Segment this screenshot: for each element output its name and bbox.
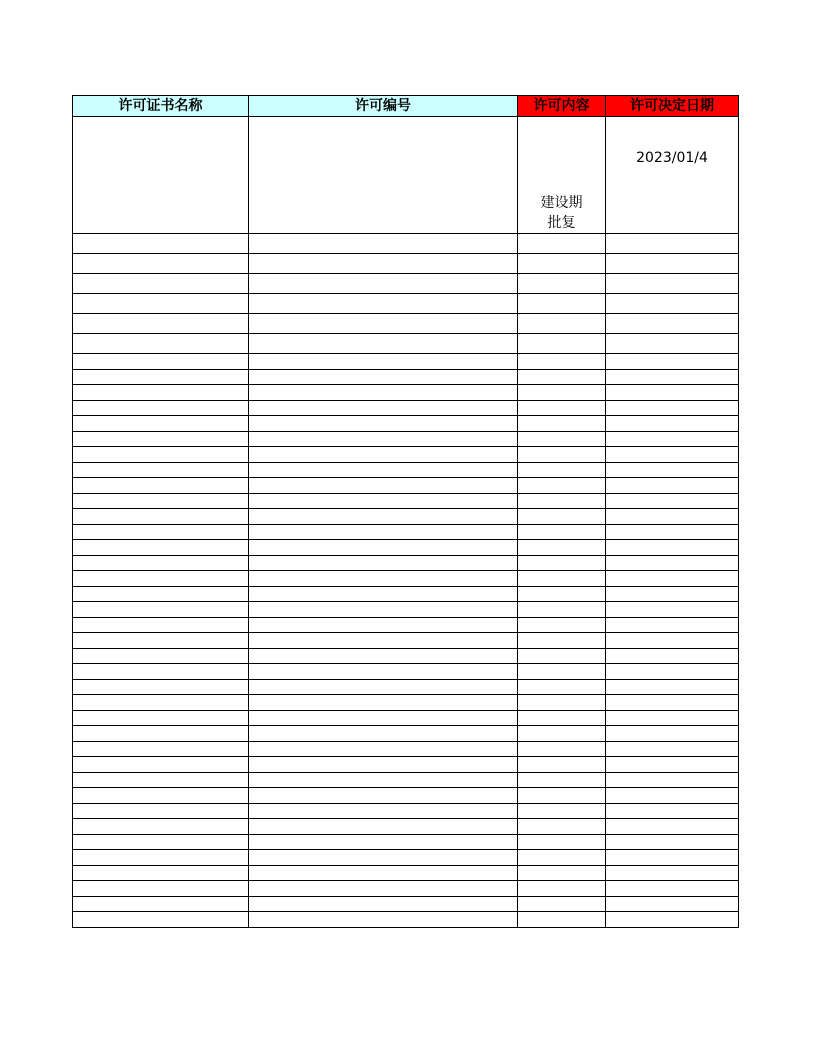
empty-cell[interactable]: [606, 772, 739, 788]
empty-cell[interactable]: [249, 757, 518, 773]
empty-cell[interactable]: [606, 602, 739, 618]
empty-cell[interactable]: [518, 274, 606, 294]
empty-cell[interactable]: [249, 788, 518, 804]
empty-cell[interactable]: [606, 726, 739, 742]
table-row: [73, 788, 739, 804]
empty-cell[interactable]: [606, 695, 739, 711]
table-row: [73, 524, 739, 540]
empty-cell[interactable]: [73, 478, 249, 494]
empty-cell[interactable]: [606, 664, 739, 680]
empty-cell[interactable]: [518, 741, 606, 757]
table-row: [73, 274, 739, 294]
table-row: [73, 881, 739, 897]
empty-cell[interactable]: [518, 819, 606, 835]
table-row: [73, 912, 739, 928]
empty-cell[interactable]: [606, 710, 739, 726]
empty-cell[interactable]: [73, 369, 249, 385]
empty-cell[interactable]: [606, 334, 739, 354]
empty-cell[interactable]: [249, 234, 518, 254]
empty-cell[interactable]: [518, 571, 606, 587]
table-row: [73, 462, 739, 478]
empty-cell[interactable]: [518, 850, 606, 866]
empty-cell[interactable]: [73, 602, 249, 618]
empty-cell[interactable]: [73, 274, 249, 294]
table-row: [73, 865, 739, 881]
empty-cell[interactable]: [249, 555, 518, 571]
empty-cell[interactable]: [606, 679, 739, 695]
empty-cell[interactable]: [606, 540, 739, 556]
empty-cell[interactable]: [606, 354, 739, 370]
empty-cell[interactable]: [606, 912, 739, 928]
empty-cell[interactable]: [249, 314, 518, 334]
empty-cell[interactable]: [606, 385, 739, 401]
empty-cell[interactable]: [73, 865, 249, 881]
empty-cell[interactable]: [518, 462, 606, 478]
empty-cell[interactable]: [606, 493, 739, 509]
empty-cell[interactable]: [518, 416, 606, 432]
table-row: [73, 334, 739, 354]
empty-cell[interactable]: [249, 274, 518, 294]
empty-cell[interactable]: [518, 294, 606, 314]
empty-cell[interactable]: [249, 912, 518, 928]
empty-cell[interactable]: [249, 385, 518, 401]
empty-cell[interactable]: [249, 431, 518, 447]
empty-cell[interactable]: [518, 431, 606, 447]
table-row: [73, 710, 739, 726]
empty-cell[interactable]: [249, 834, 518, 850]
empty-cell[interactable]: [518, 726, 606, 742]
empty-cell[interactable]: [249, 524, 518, 540]
empty-cell[interactable]: [606, 788, 739, 804]
table-row: [73, 314, 739, 334]
empty-cell[interactable]: [249, 803, 518, 819]
empty-cell[interactable]: [606, 478, 739, 494]
empty-cell[interactable]: [518, 757, 606, 773]
empty-cell[interactable]: [249, 679, 518, 695]
table-row: [73, 431, 739, 447]
empty-cell[interactable]: [606, 586, 739, 602]
empty-cell[interactable]: [73, 896, 249, 912]
empty-cell[interactable]: [606, 865, 739, 881]
empty-cell[interactable]: [73, 679, 249, 695]
empty-cell[interactable]: [518, 695, 606, 711]
empty-cell[interactable]: [249, 726, 518, 742]
empty-cell[interactable]: [518, 881, 606, 897]
empty-cell[interactable]: [73, 509, 249, 525]
empty-cell[interactable]: [606, 896, 739, 912]
empty-cell[interactable]: [73, 881, 249, 897]
table-row: [73, 803, 739, 819]
empty-cell[interactable]: [518, 369, 606, 385]
empty-cell[interactable]: [73, 540, 249, 556]
empty-cell[interactable]: [249, 416, 518, 432]
empty-cell[interactable]: [249, 881, 518, 897]
empty-cell[interactable]: [249, 695, 518, 711]
empty-cell[interactable]: [518, 385, 606, 401]
empty-cell[interactable]: [606, 819, 739, 835]
table-row: [73, 416, 739, 432]
empty-cell[interactable]: [73, 803, 249, 819]
empty-cell[interactable]: [73, 633, 249, 649]
empty-cell[interactable]: [249, 865, 518, 881]
table-row: [73, 633, 739, 649]
empty-cell[interactable]: [73, 334, 249, 354]
empty-cell[interactable]: [606, 447, 739, 463]
empty-cell[interactable]: [518, 400, 606, 416]
empty-cell[interactable]: [249, 334, 518, 354]
empty-cell[interactable]: [249, 850, 518, 866]
empty-cell[interactable]: [606, 274, 739, 294]
empty-cell[interactable]: [249, 400, 518, 416]
header-row: [73, 96, 739, 117]
empty-cell[interactable]: [518, 354, 606, 370]
empty-cell[interactable]: [249, 819, 518, 835]
empty-cell[interactable]: [73, 834, 249, 850]
empty-cell[interactable]: [518, 834, 606, 850]
table-row: [73, 586, 739, 602]
cell-content[interactable]: [518, 117, 606, 234]
empty-cell[interactable]: [73, 294, 249, 314]
table-row: [73, 741, 739, 757]
empty-cell[interactable]: [518, 772, 606, 788]
empty-cell[interactable]: [249, 710, 518, 726]
empty-cell[interactable]: [73, 664, 249, 680]
empty-cell[interactable]: [606, 648, 739, 664]
cell-decision-date[interactable]: 2023/01/4: [606, 117, 739, 234]
empty-cell[interactable]: [249, 602, 518, 618]
empty-cell[interactable]: [606, 834, 739, 850]
empty-cell[interactable]: [606, 314, 739, 334]
empty-cell[interactable]: [518, 710, 606, 726]
empty-cell[interactable]: [73, 462, 249, 478]
table-row: [73, 385, 739, 401]
table-row: [73, 834, 739, 850]
empty-cell[interactable]: [518, 254, 606, 274]
empty-cell[interactable]: [518, 633, 606, 649]
empty-cell[interactable]: [249, 294, 518, 314]
empty-cell[interactable]: [73, 555, 249, 571]
empty-cell[interactable]: [518, 679, 606, 695]
empty-cell[interactable]: [606, 369, 739, 385]
empty-cell[interactable]: [606, 757, 739, 773]
empty-cell[interactable]: [73, 772, 249, 788]
empty-cell[interactable]: [73, 648, 249, 664]
empty-cell[interactable]: [249, 254, 518, 274]
empty-cell[interactable]: [606, 524, 739, 540]
empty-cell[interactable]: [73, 431, 249, 447]
empty-cell[interactable]: [73, 400, 249, 416]
table-row: [73, 757, 739, 773]
empty-cell[interactable]: [606, 416, 739, 432]
table-row: [73, 540, 739, 556]
empty-cell[interactable]: [73, 354, 249, 370]
table-row: [73, 447, 739, 463]
empty-cell[interactable]: [249, 664, 518, 680]
empty-cell[interactable]: [73, 571, 249, 587]
empty-cell[interactable]: [249, 772, 518, 788]
empty-cell[interactable]: [249, 354, 518, 370]
table-row: [73, 555, 739, 571]
empty-cell[interactable]: [249, 478, 518, 494]
empty-cell[interactable]: [249, 586, 518, 602]
empty-cell[interactable]: [518, 447, 606, 463]
empty-cell[interactable]: [518, 896, 606, 912]
empty-cell[interactable]: [606, 571, 739, 587]
table-row: [73, 695, 739, 711]
header-content[interactable]: 许可内容: [518, 96, 606, 117]
content-line-2: 批复: [547, 215, 576, 231]
empty-cell[interactable]: [249, 493, 518, 509]
empty-cell[interactable]: [73, 234, 249, 254]
empty-cell[interactable]: [606, 803, 739, 819]
empty-cell[interactable]: [518, 234, 606, 254]
empty-cell[interactable]: [249, 741, 518, 757]
empty-cell[interactable]: [73, 385, 249, 401]
table-row: [73, 664, 739, 680]
empty-cell[interactable]: [518, 664, 606, 680]
empty-cell[interactable]: [518, 865, 606, 881]
empty-cell[interactable]: [73, 314, 249, 334]
table-row: [73, 400, 739, 416]
empty-cell[interactable]: [249, 648, 518, 664]
empty-cell[interactable]: [73, 757, 249, 773]
empty-cell[interactable]: [518, 912, 606, 928]
empty-cell[interactable]: [606, 741, 739, 757]
header-decision-date[interactable]: 许可决定日期: [606, 96, 739, 117]
empty-cell[interactable]: [518, 586, 606, 602]
empty-cell[interactable]: [606, 294, 739, 314]
table-row: [73, 493, 739, 509]
empty-cell[interactable]: [73, 726, 249, 742]
table-row: [73, 850, 739, 866]
empty-cell[interactable]: [606, 400, 739, 416]
table-row: [73, 617, 739, 633]
empty-cell[interactable]: [249, 617, 518, 633]
empty-cell[interactable]: [518, 617, 606, 633]
header-license-no[interactable]: 许可编号: [249, 96, 518, 117]
empty-cell[interactable]: [73, 493, 249, 509]
table-row: [73, 896, 739, 912]
empty-cell[interactable]: [73, 524, 249, 540]
empty-cell[interactable]: [518, 803, 606, 819]
empty-cell[interactable]: [606, 254, 739, 274]
table-row: [73, 509, 739, 525]
empty-cell[interactable]: [518, 524, 606, 540]
empty-cell[interactable]: [73, 788, 249, 804]
empty-cell[interactable]: [249, 896, 518, 912]
empty-cell[interactable]: [606, 234, 739, 254]
empty-cell[interactable]: [73, 447, 249, 463]
header-cert-name[interactable]: 许可证书名称: [73, 96, 249, 117]
empty-cell[interactable]: [73, 710, 249, 726]
table-row: [73, 254, 739, 274]
table-row: [73, 294, 739, 314]
empty-cell[interactable]: [249, 447, 518, 463]
empty-cell[interactable]: [606, 431, 739, 447]
table-row: [73, 369, 739, 385]
empty-cell[interactable]: [249, 540, 518, 556]
empty-cell[interactable]: [73, 819, 249, 835]
empty-cell[interactable]: [606, 850, 739, 866]
table-row: [73, 772, 739, 788]
empty-cell[interactable]: [73, 695, 249, 711]
table-row: [73, 478, 739, 494]
table-row: [73, 354, 739, 370]
empty-cell[interactable]: [606, 509, 739, 525]
table-row: [73, 234, 739, 254]
content-line-1: 建设期: [540, 195, 583, 211]
empty-cell[interactable]: [606, 633, 739, 649]
empty-cell[interactable]: [518, 540, 606, 556]
empty-cell[interactable]: [249, 571, 518, 587]
empty-cell[interactable]: [73, 416, 249, 432]
empty-cell[interactable]: [606, 617, 739, 633]
table-row: [73, 726, 739, 742]
empty-cell[interactable]: [249, 462, 518, 478]
table-row: [73, 117, 739, 234]
empty-cell[interactable]: [518, 602, 606, 618]
empty-cell[interactable]: [73, 254, 249, 274]
table-row: [73, 571, 739, 587]
empty-cell[interactable]: [606, 462, 739, 478]
cell-cert-name[interactable]: [73, 117, 249, 234]
license-table: [72, 95, 739, 928]
empty-cell[interactable]: [518, 478, 606, 494]
empty-cell[interactable]: [518, 509, 606, 525]
empty-cell[interactable]: [73, 586, 249, 602]
empty-cell[interactable]: [518, 493, 606, 509]
empty-cell[interactable]: [73, 617, 249, 633]
empty-cell[interactable]: [73, 912, 249, 928]
table-row: [73, 819, 739, 835]
empty-cell[interactable]: [249, 633, 518, 649]
empty-cell[interactable]: [606, 555, 739, 571]
empty-cell[interactable]: [73, 741, 249, 757]
table-row: [73, 679, 739, 695]
empty-cell[interactable]: [518, 648, 606, 664]
empty-cell[interactable]: [518, 314, 606, 334]
empty-cell[interactable]: [249, 369, 518, 385]
empty-cell[interactable]: [73, 850, 249, 866]
empty-cell[interactable]: [249, 509, 518, 525]
empty-cell[interactable]: [518, 555, 606, 571]
cell-license-no[interactable]: [249, 117, 518, 234]
empty-cell[interactable]: [518, 334, 606, 354]
table-row: [73, 648, 739, 664]
empty-cell[interactable]: [606, 881, 739, 897]
table-row: [73, 602, 739, 618]
empty-cell[interactable]: [518, 788, 606, 804]
